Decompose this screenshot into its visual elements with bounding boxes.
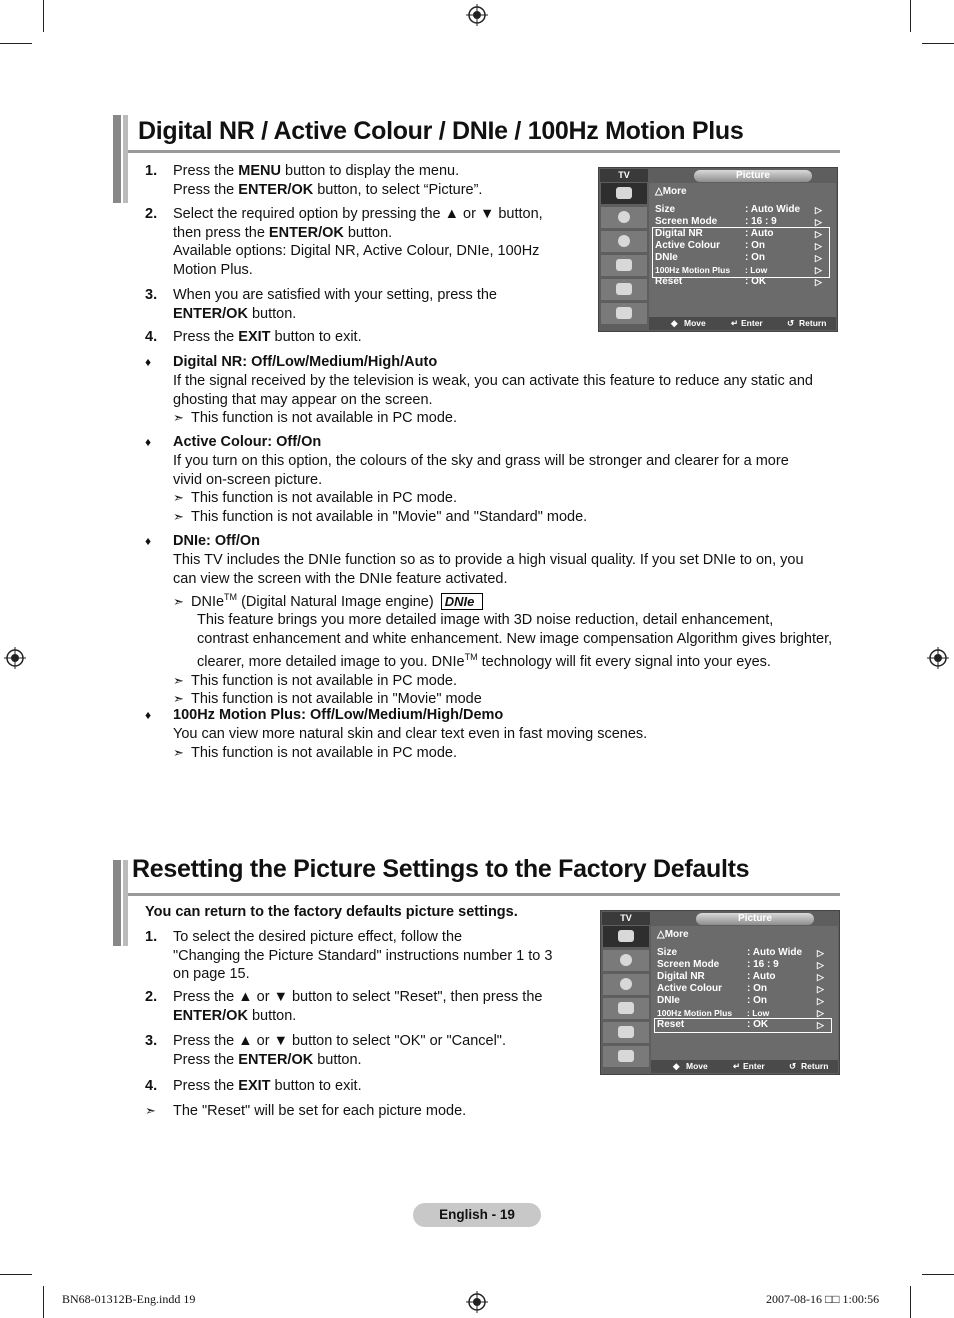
body-line <box>197 648 853 671</box>
section-title: Digital NR / Active Colour / DNIe / 100Hz Motion Plus <box>138 117 744 145</box>
section-rule <box>128 150 840 153</box>
note-text: (Digital Natural Image engine) <box>241 593 434 610</box>
triangle-right-icon: ▷ <box>815 265 822 275</box>
input-icon <box>601 279 647 300</box>
menu-row-value: : On <box>745 240 765 251</box>
menu-row-label: Digital NR <box>657 971 705 982</box>
menu-row-label: DNIe <box>655 252 678 263</box>
menu-row-label: Reset <box>655 276 683 287</box>
note <box>145 1102 466 1121</box>
menu-row <box>655 204 830 216</box>
step-line: ENTER/OK button. <box>173 305 297 322</box>
menu-row-label: Reset <box>657 1019 685 1030</box>
feature-body <box>173 551 853 709</box>
body-line: If the signal received by the television is weak, you can activate this feature to reduce any static and <box>173 373 813 389</box>
note <box>173 588 853 611</box>
menu-row-value: : On <box>745 252 765 263</box>
step-text <box>173 1032 506 1069</box>
tv-picture-menu <box>600 910 840 1075</box>
step-line: Press the ENTER/OK button. <box>173 1051 362 1068</box>
section-title: Resetting the Picture Settings to the Factory Defaults <box>132 855 750 883</box>
triangle-right-icon: ▷ <box>817 1020 824 1030</box>
step-number: 2. <box>145 989 158 1005</box>
step-text <box>173 286 497 323</box>
step-text <box>173 988 542 1025</box>
step-line: "Changing the Picture Standard" instructions number 1 to 3 <box>173 947 553 964</box>
note-arrow-icon: ➣ <box>173 410 184 425</box>
step-line: To select the desired picture effect, follow the <box>173 929 463 945</box>
step-number: 1. <box>145 929 158 945</box>
menu-row-label: Active Colour <box>657 983 723 994</box>
tab-picture: Picture <box>696 913 814 925</box>
menu-row-value: : 16 : 9 <box>747 959 779 970</box>
feature-heading: Active Colour: Off/On <box>173 434 322 450</box>
note-arrow-icon: ➣ <box>173 744 184 760</box>
crop-mark <box>910 1286 911 1318</box>
step-line: Motion Plus. <box>173 261 253 278</box>
body-line: This TV includes the DNIe function so as to provide a high visual quality. If you set DNIe to on, you <box>173 552 804 568</box>
note-text: This function is not available in "Movie" and "Standard" mode. <box>191 508 588 525</box>
note <box>173 672 853 691</box>
sound-icon <box>603 950 649 971</box>
dnie-logo: DNIe <box>441 593 484 610</box>
registration-mark-icon <box>4 647 26 669</box>
crop-mark <box>0 1274 32 1275</box>
return-icon: ↺ <box>787 318 795 328</box>
menu-row-label: Active Colour <box>655 240 721 251</box>
bullet-icon: ♦ <box>145 435 152 449</box>
note-arrow-icon: ➣ <box>173 508 184 524</box>
triangle-right-icon: ▷ <box>817 1008 824 1018</box>
move-icon: ◆ <box>673 1061 680 1071</box>
step-text <box>173 1077 362 1096</box>
channel-icon <box>603 974 649 995</box>
section-intro: You can return to the factory defaults picture settings. <box>145 904 518 920</box>
step-text <box>173 928 552 984</box>
footer-enter: Enter <box>741 318 763 328</box>
registration-mark-icon <box>927 647 949 669</box>
triangle-right-icon: ▷ <box>815 241 822 251</box>
application-icon <box>601 303 647 324</box>
menu-row-value: : Low <box>745 265 768 275</box>
more-item: △More <box>657 929 689 940</box>
step-text <box>173 162 482 199</box>
note-text: DNIe <box>191 593 225 610</box>
menu-row-label: 100Hz Motion Plus <box>655 265 731 275</box>
menu-row <box>657 983 832 995</box>
menu-row <box>657 995 832 1007</box>
feature-body <box>173 725 853 762</box>
step-line: Press the ▲ or ▼ button to select "OK" or "Cancel". <box>173 1033 506 1049</box>
step-text <box>173 205 543 279</box>
feature-heading: 100Hz Motion Plus: Off/Low/Medium/High/Demo <box>173 707 504 723</box>
selection-highlight <box>652 227 830 278</box>
bullet-icon: ♦ <box>145 708 152 722</box>
menu-footer <box>649 317 836 330</box>
application-icon <box>603 1046 649 1067</box>
menu-row-label: Screen Mode <box>657 959 720 970</box>
crop-mark <box>43 0 44 32</box>
menu-panel <box>649 183 836 317</box>
trademark: TM <box>464 652 478 663</box>
body-text: technology will fit every signal into your eyes. <box>477 654 771 671</box>
bullet-icon: ♦ <box>145 534 152 548</box>
menu-row-value: : Auto <box>745 228 774 239</box>
registration-mark-icon <box>466 4 488 26</box>
note-arrow-icon: ➣ <box>173 672 184 688</box>
menu-row <box>657 959 832 971</box>
step-line: Select the required option by pressing the ▲ or ▼ button, <box>173 206 543 222</box>
triangle-right-icon: ▷ <box>817 972 824 982</box>
menu-row-label: Digital NR <box>655 228 703 239</box>
enter-icon: ↵ <box>731 318 739 328</box>
note <box>173 744 853 763</box>
menu-row-label: Screen Mode <box>655 216 718 227</box>
footer-return: Return <box>799 318 827 328</box>
step-line: Available options: Digital NR, Active Colour, DNIe, 100Hz <box>173 243 540 259</box>
move-icon: ◆ <box>671 318 678 328</box>
menu-row-value: : OK <box>745 276 767 287</box>
footer-return: Return <box>801 1061 829 1071</box>
menu-row-label: 100Hz Motion Plus <box>657 1008 733 1018</box>
crop-mark <box>922 43 954 44</box>
tab-tv: TV <box>602 912 650 925</box>
crop-mark <box>0 43 32 44</box>
triangle-right-icon: ▷ <box>815 253 822 263</box>
note <box>173 489 853 508</box>
note-text: This function is not available in PC mode. <box>191 410 457 426</box>
step-line: Press the ▲ or ▼ button to select "Reset", then press the <box>173 989 543 1005</box>
triangle-right-icon: ▷ <box>817 996 824 1006</box>
menu-row-label: Size <box>657 947 678 958</box>
section-rule <box>128 893 840 896</box>
crop-mark <box>922 1274 954 1275</box>
body-line: contrast enhancement and white enhancement. New image compensation Algorithm gives brighter, <box>197 630 833 647</box>
triangle-right-icon: ▷ <box>817 948 824 958</box>
step-line: Press the EXIT button to exit. <box>173 329 362 345</box>
menu-row-label: Size <box>655 204 676 215</box>
body-text: clearer, more detailed image to you. DNIe <box>197 654 465 671</box>
section-bar <box>113 115 121 203</box>
bullet-icon: ♦ <box>145 355 152 369</box>
note <box>173 508 853 527</box>
menu-row-value: : 16 : 9 <box>745 216 777 227</box>
note <box>173 409 853 428</box>
body-line: ghosting that may appear on the screen. <box>173 391 433 408</box>
sound-icon <box>601 207 647 228</box>
step-number: 4. <box>145 1078 158 1094</box>
tab-tv: TV <box>600 169 648 182</box>
triangle-right-icon: ▷ <box>815 277 822 287</box>
footer-move: Move <box>686 1061 708 1071</box>
setup-icon <box>601 255 647 276</box>
body-line: vivid on-screen picture. <box>173 471 323 488</box>
menu-sidebar <box>602 926 650 1070</box>
step-line: then press the ENTER/OK button. <box>173 224 393 241</box>
trademark: TM <box>224 592 238 602</box>
setup-icon <box>603 998 649 1019</box>
crop-mark <box>910 0 911 32</box>
section-bar <box>123 115 128 203</box>
footer-enter: Enter <box>743 1061 765 1071</box>
note-text: This function is not available in PC mode. <box>191 672 457 689</box>
tab-picture: Picture <box>694 170 812 182</box>
step-line: on page 15. <box>173 966 250 982</box>
step-number: 2. <box>145 206 158 222</box>
note-arrow-icon: ➣ <box>173 490 184 505</box>
footer-move: Move <box>684 318 706 328</box>
feature-detail <box>173 611 853 671</box>
menu-row <box>657 971 832 983</box>
step-number: 1. <box>145 163 158 179</box>
step-line: Press the EXIT button to exit. <box>173 1078 362 1094</box>
note-text: The "Reset" will be set for each picture mode. <box>173 1103 467 1119</box>
menu-row-value: : On <box>747 995 767 1006</box>
triangle-right-icon: ▷ <box>815 205 822 215</box>
body-line: If you turn on this option, the colours of the sky and grass will be stronger and clearer for a more <box>173 453 789 469</box>
section-bar <box>123 860 128 946</box>
input-icon <box>603 1022 649 1043</box>
feature-heading: DNIe: Off/On <box>173 533 260 549</box>
selection-highlight <box>654 1018 832 1033</box>
step-line: ENTER/OK button. <box>173 1007 297 1024</box>
channel-icon <box>601 231 647 252</box>
triangle-right-icon: ▷ <box>817 960 824 970</box>
step-number: 3. <box>145 1033 158 1049</box>
more-item: △More <box>655 186 687 197</box>
step-number: 3. <box>145 287 158 303</box>
step-text <box>173 328 362 347</box>
body-line: This feature brings you more detailed image with 3D noise reduction, detail enhancement, <box>197 612 774 629</box>
feature-body <box>173 452 853 526</box>
note-text: This function is not available in PC mode. <box>191 490 457 506</box>
menu-row-value: : Auto Wide <box>747 947 803 958</box>
section-bar <box>113 860 121 946</box>
menu-row-label: DNIe <box>657 995 680 1006</box>
triangle-right-icon: ▷ <box>817 984 824 994</box>
footer-file-info: BN68-01312B-Eng.indd 19 <box>62 1292 196 1306</box>
enter-icon: ↵ <box>733 1061 741 1071</box>
page-number-badge: English - 19 <box>413 1203 541 1227</box>
menu-row-value: : Auto <box>747 971 776 982</box>
menu-row <box>657 947 832 959</box>
footer-timestamp: 2007-08-16 □□ 1:00:56 <box>766 1292 880 1306</box>
triangle-right-icon: ▷ <box>815 229 822 239</box>
return-icon: ↺ <box>789 1061 797 1071</box>
picture-icon <box>603 926 649 947</box>
menu-row-value: : Low <box>747 1008 770 1018</box>
step-line: Press the ENTER/OK button, to select “Picture”. <box>173 181 483 198</box>
crop-mark <box>43 1286 44 1318</box>
step-number: 4. <box>145 329 158 345</box>
registration-mark-icon <box>466 1291 488 1313</box>
feature-body <box>173 372 853 428</box>
menu-footer <box>651 1060 838 1073</box>
menu-row-value: : On <box>747 983 767 994</box>
note-arrow-icon: ➣ <box>173 593 184 609</box>
note-text: This function is not available in "Movie" mode <box>191 691 482 708</box>
menu-row-value: : OK <box>747 1019 769 1030</box>
body-line: can view the screen with the DNIe feature activated. <box>173 570 508 587</box>
tv-picture-menu <box>598 167 838 332</box>
body-line: You can view more natural skin and clear text even in fast moving scenes. <box>173 726 648 742</box>
note-text: This function is not available in PC mode. <box>191 744 457 761</box>
step-line: Press the MENU button to display the menu. <box>173 163 460 179</box>
step-line: When you are satisfied with your setting, press the <box>173 287 497 303</box>
note-arrow-icon: ➣ <box>173 691 184 707</box>
menu-sidebar <box>600 183 648 327</box>
note-arrow-icon: ➣ <box>145 1103 156 1118</box>
menu-panel <box>651 926 838 1060</box>
triangle-right-icon: ▷ <box>815 217 822 227</box>
menu-row-value: : Auto Wide <box>745 204 801 215</box>
picture-icon <box>601 183 647 204</box>
feature-heading: Digital NR: Off/Low/Medium/High/Auto <box>173 354 438 370</box>
